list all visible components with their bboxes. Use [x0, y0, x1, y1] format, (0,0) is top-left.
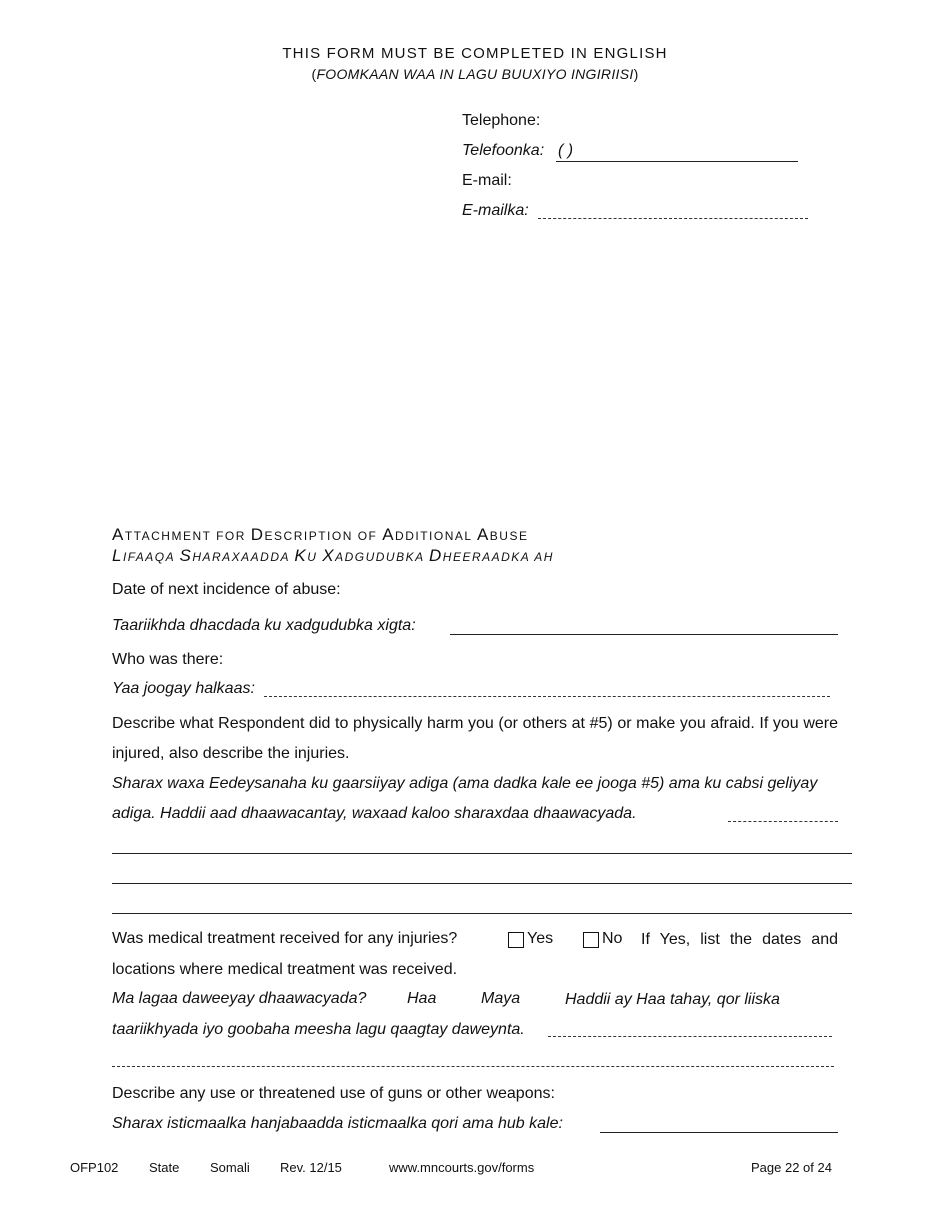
- describe-instructions-somali: Sharax waxa Eedeysanaha ku gaarsiiyay adiga (ama dadka kale ee jooga #5) ama ku cabsi geliyay adiga. Haddii aad dhaawacantay, waxaad kaloo sharaxdaa dhaawacyada.: [112, 775, 818, 822]
- weapons-label-somali: Sharax isticmaalka hanjabaadda isticmaalka qori ama hub kale:: [112, 1115, 563, 1132]
- medical-question-somali: Ma lagaa daweeyay dhaawacyada?: [112, 990, 367, 1007]
- describe-instructions: Describe what Respondent did to physically harm you (or others at #5) or make you afraid. If you were injured, also describe the injuries.: [112, 715, 838, 762]
- medical-yes-label-somali: Haa: [407, 990, 437, 1007]
- describe-input-line-1[interactable]: [112, 853, 852, 854]
- footer-revision: Rev. 12/15: [280, 1160, 342, 1175]
- email-label-somali: E-mailka:: [462, 202, 529, 219]
- section-title: ATTACHMENT FOR DESCRIPTION OF ADDITIONAL ABUSE: [112, 525, 529, 544]
- footer-url[interactable]: www.mncourts.gov/forms: [389, 1160, 535, 1175]
- section-title-somali: LIFAAQA SHARAXAADDA KU XADGUDUBKA DHEERAADKA AH: [112, 546, 554, 565]
- footer-form-id: OFP102: [70, 1160, 119, 1175]
- describe-input-line-3[interactable]: [112, 913, 852, 914]
- telephone-area-code: ( ): [558, 142, 574, 159]
- medical-no-label: No: [602, 930, 623, 947]
- telephone-input-line[interactable]: [556, 161, 798, 162]
- medical-no-label-somali: Maya: [481, 990, 521, 1007]
- medical-followup-somali: Haddii ay Haa tahay, qor liiska taariikhyada iyo goobaha meesha lagu qaagtay daweynta.: [112, 991, 780, 1038]
- form-header-subtitle: (FOOMKAAN WAA IN LAGU BUUXIYO INGIRIISI): [311, 66, 639, 82]
- date-input-line[interactable]: [450, 634, 838, 635]
- form-header-title: THIS FORM MUST BE COMPLETED IN ENGLISH: [282, 45, 668, 62]
- footer-language: Somali: [210, 1160, 250, 1175]
- medical-followup: If Yes, list the dates and locations where medical treatment was received.: [112, 931, 838, 978]
- medical-input-line-2[interactable]: [112, 1066, 834, 1067]
- medical-yes-label: Yes: [527, 930, 554, 947]
- medical-question: Was medical treatment received for any injuries?: [112, 930, 458, 947]
- email-input-line[interactable]: [538, 218, 808, 219]
- who-input-line[interactable]: [264, 696, 830, 697]
- date-label-somali: Taariikhda dhacdada ku xadgudubka xigta:: [112, 617, 416, 634]
- footer-jurisdiction: State: [149, 1160, 180, 1175]
- telephone-label-somali: Telefoonka:: [462, 142, 545, 159]
- medical-input-line-1[interactable]: [548, 1036, 832, 1037]
- footer-page-number: Page 22 of 24: [751, 1160, 832, 1175]
- date-label: Date of next incidence of abuse:: [112, 581, 341, 598]
- email-label: E-mail:: [462, 172, 512, 189]
- who-label-somali: Yaa joogay halkaas:: [112, 680, 255, 697]
- weapons-label: Describe any use or threatened use of guns or other weapons:: [112, 1085, 555, 1102]
- describe-input-line-2[interactable]: [112, 883, 852, 884]
- weapons-input-line[interactable]: [600, 1132, 838, 1133]
- who-label: Who was there:: [112, 651, 224, 668]
- telephone-label: Telephone:: [462, 112, 541, 129]
- describe-input-line-0[interactable]: [728, 821, 838, 822]
